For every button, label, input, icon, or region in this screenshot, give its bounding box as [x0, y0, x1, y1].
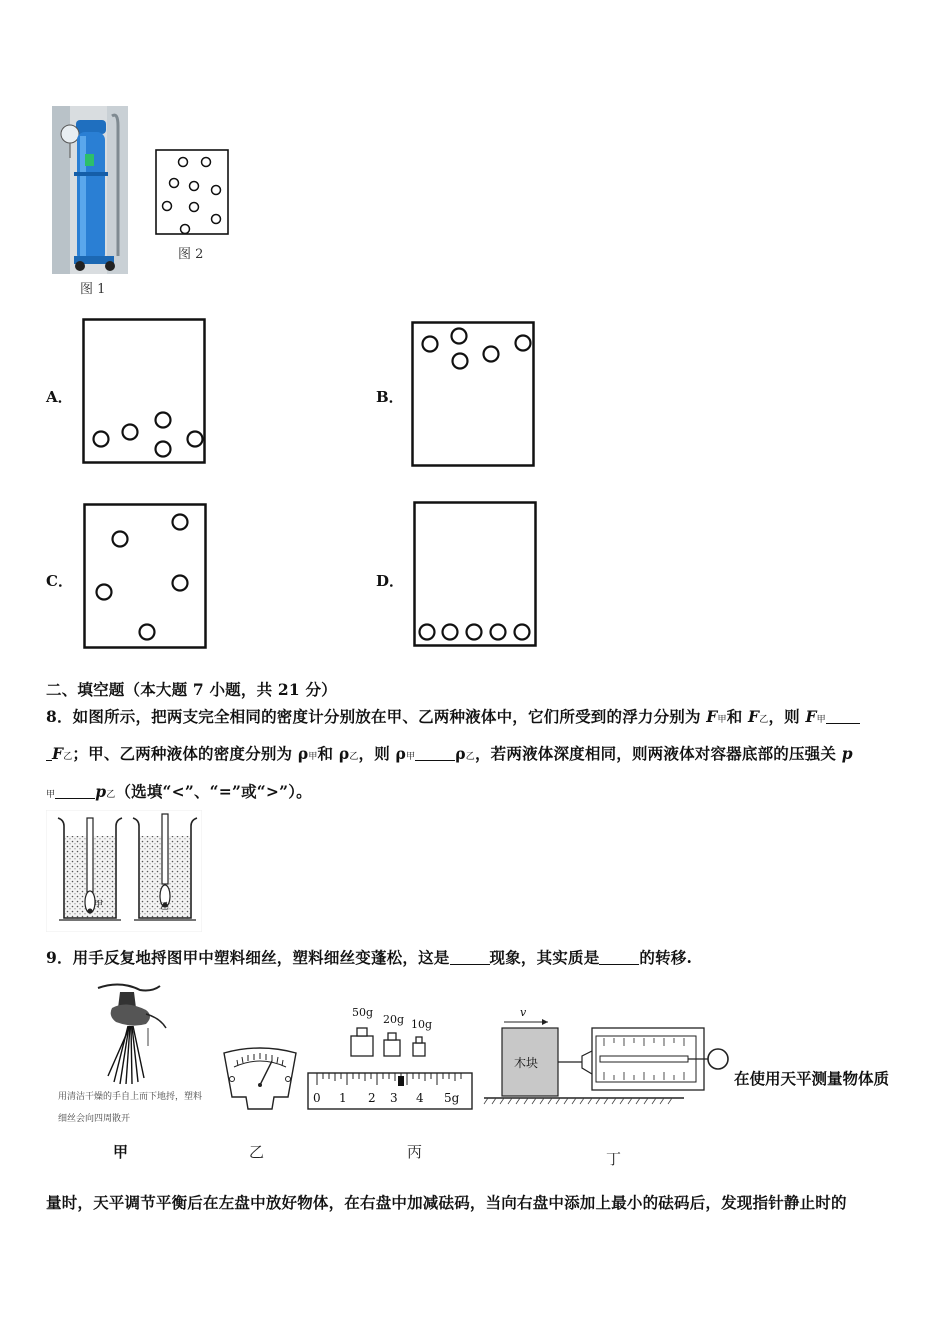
q9-v-label: v	[520, 1006, 527, 1019]
q8-var-f: F	[52, 744, 64, 763]
option-a-diagram	[82, 318, 206, 464]
q8-text: 和	[726, 707, 749, 726]
q8-sub: 甲	[46, 790, 56, 800]
q8-sub: 乙	[349, 752, 359, 762]
q9-text: 现象，其实质是	[489, 948, 600, 967]
q8-text: ，则	[768, 707, 806, 726]
q8-var-p: p	[95, 782, 107, 801]
q8-line-3	[46, 780, 312, 802]
q9-ruler-tick-2: 2	[368, 1091, 376, 1105]
q9-label-ding: 丁	[606, 1150, 622, 1168]
q9-weight-label-20g: 20g	[383, 1013, 405, 1026]
q8-var-f: F	[748, 707, 760, 726]
option-b-label: B．	[376, 388, 404, 406]
q10-text-continued: 量时，天平调节平衡后在左盘中放好物体，在右盘中加减砝码，当向右盘中添加上最小的砝码后，发现指针静止时的	[46, 1193, 847, 1212]
q9-label-bing: 丙	[407, 1143, 423, 1161]
q8-line-2	[46, 742, 853, 764]
figure-1-photo	[52, 106, 128, 274]
option-b-diagram	[411, 321, 535, 467]
option-a-label: A．	[46, 388, 73, 406]
q8-text: 8．如图所示，把两支完全相同的密度计分别放在甲、乙两种液体中，它们所受到的浮力分别为	[46, 707, 707, 726]
q9-text: 9．用手反复地捋图甲中塑料细丝，塑料细丝变蓬松，这是	[46, 948, 450, 967]
q8-text: ，则 ρ	[358, 744, 407, 763]
q8-var-p: p	[841, 744, 853, 763]
q9-line	[46, 946, 692, 968]
q9-weight-label-50g: 50g	[352, 1006, 374, 1019]
q9-label-yi: 乙	[249, 1143, 265, 1161]
q8-img-label-yi: 乙	[160, 902, 170, 912]
q8-text: ；甲、乙两种液体的密度分别为 ρ	[72, 744, 309, 763]
option-d-label: D．	[376, 572, 405, 590]
q8-sub: 乙	[759, 715, 769, 725]
q8-sub: 乙	[63, 752, 73, 762]
q8-sub: 甲	[406, 752, 416, 762]
q9-label-jia: 甲	[113, 1143, 129, 1161]
option-d-diagram	[413, 501, 537, 647]
q8-text: ρ	[455, 744, 466, 763]
q9-weight-label-10g: 10g	[411, 1018, 433, 1031]
q8-sub: 乙	[465, 752, 475, 762]
option-c-label: C．	[46, 572, 73, 590]
q9-ruler-tick-4: 4	[416, 1091, 424, 1105]
option-c-diagram	[83, 503, 207, 649]
q8-sub: 乙	[106, 790, 116, 800]
q8-blank-3[interactable]	[55, 784, 95, 799]
figure-1-caption: 图 1	[80, 282, 106, 297]
section-heading: 二、填空题（本大题 7 小题，共 21 分）	[46, 680, 337, 699]
q9-ruler-tick-1: 1	[339, 1091, 347, 1105]
q8-var-f: F	[805, 707, 817, 726]
q9-figure-jia-hand	[90, 978, 170, 1086]
q9-jia-note: 用清洁干燥的手自上而下地捋，塑料细丝会向四周散开	[58, 1092, 203, 1124]
q8-text: 和 ρ	[317, 744, 350, 763]
q8-img-label-jia: 甲	[94, 900, 104, 910]
q8-var-f: F	[706, 707, 718, 726]
figure-2-caption: 图 2	[178, 247, 204, 262]
q10-text-start: 在使用天平测量物体质	[734, 1069, 890, 1088]
q9-blank-1[interactable]	[450, 950, 490, 965]
q9-ruler-tick-5g: 5g	[444, 1091, 460, 1105]
q9-figure-yi-meter	[218, 1045, 302, 1111]
q9-ruler-tick-0: 0	[313, 1091, 321, 1105]
q9-text: 的转移.	[639, 948, 693, 967]
q8-text: ，若两液体深度相同，则两液体对容器底部的压强关	[474, 744, 842, 763]
q8-text: （选填“<”、“=”或“>”）。	[115, 782, 312, 801]
q9-figure-bing-weights	[346, 1024, 436, 1058]
q9-blank-2[interactable]	[599, 950, 639, 965]
q8-line-1	[46, 705, 860, 727]
q9-ruler-tick-3: 3	[390, 1091, 398, 1105]
q8-hydrometer-figure	[46, 810, 202, 932]
q8-sub: 甲	[816, 715, 826, 725]
figure-2-diagram	[155, 149, 229, 235]
q8-blank-2[interactable]	[415, 746, 455, 761]
q8-sub: 甲	[308, 752, 318, 762]
q8-blank-1[interactable]	[826, 709, 860, 724]
q9-block-label: 木块	[514, 1056, 539, 1070]
q8-sub: 甲	[717, 715, 727, 725]
